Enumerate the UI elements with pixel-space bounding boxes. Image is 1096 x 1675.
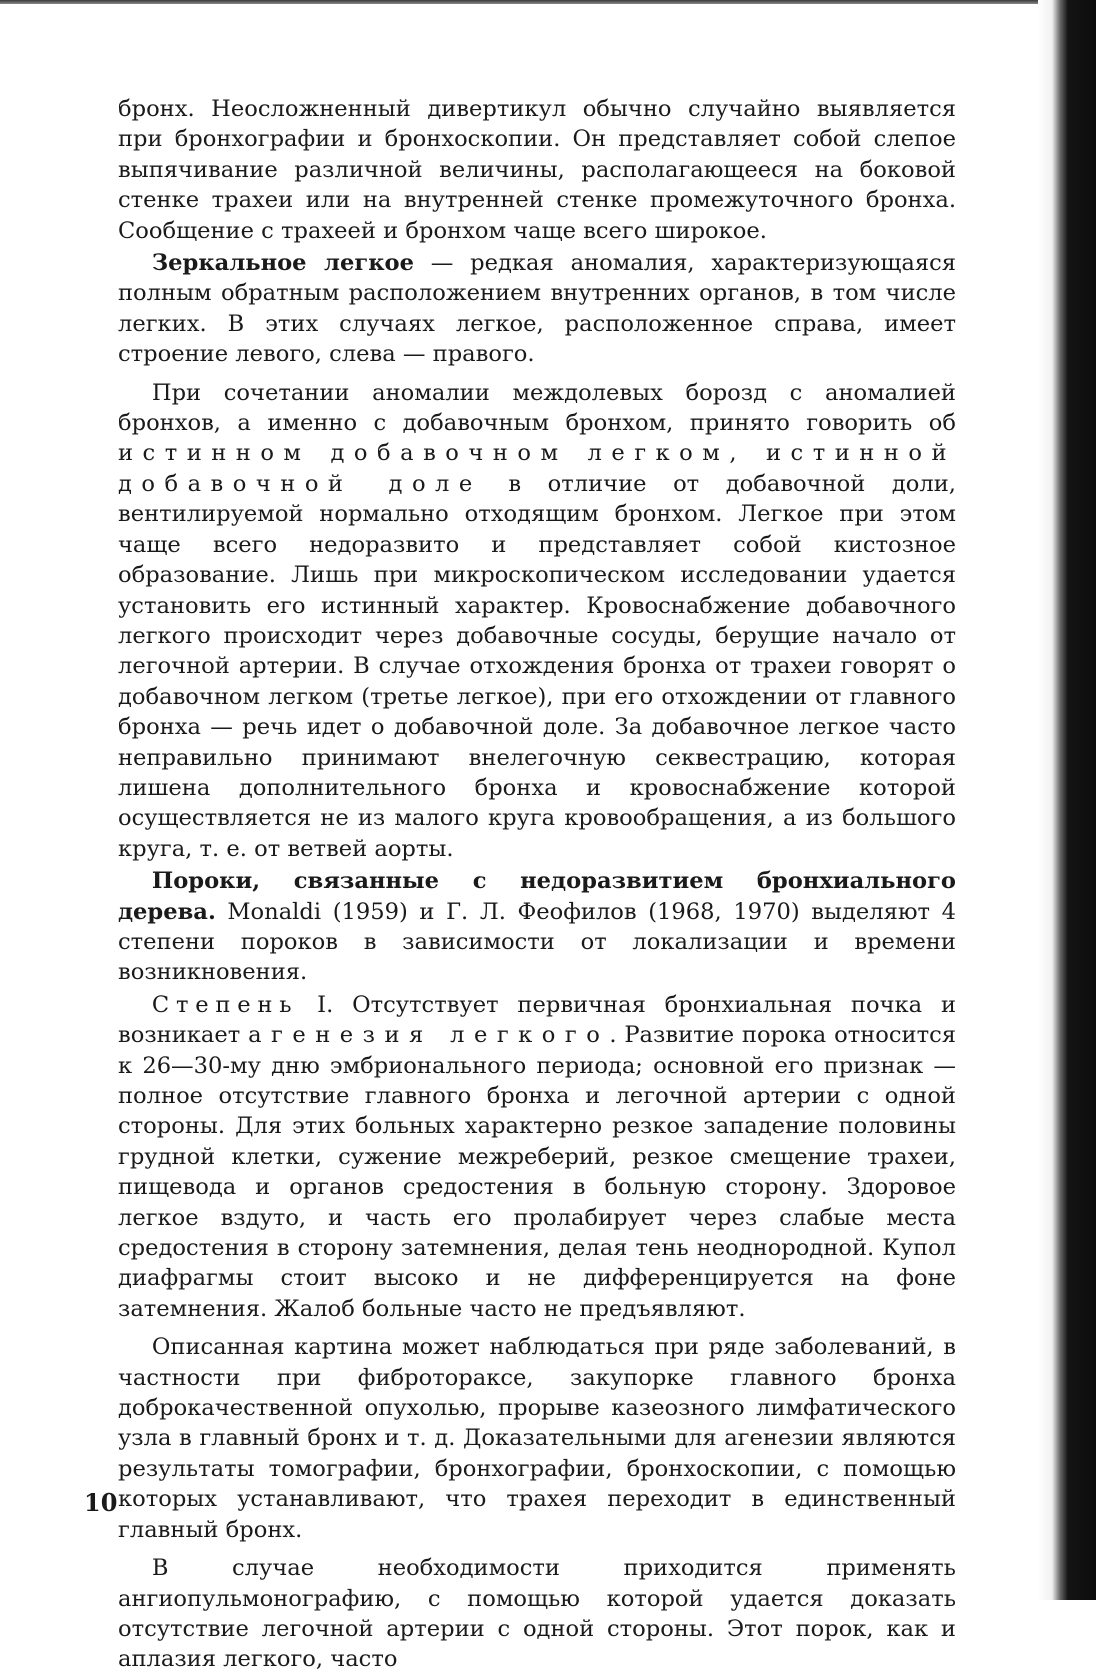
paragraph-text: . Развитие порока относится к 26—30-му дню эмбрионального периода; основной его признак — полное отсутствие главного бронха и легочной артерии с одной стороны. Для этих больных характерно резкое западение половины грудной клетки, сужение межреберий, резкое смещение трахеи, пищевода и органов средостения в больную сторону. Здоровое легкое вздуто, и часть его пролабирует через слабые места средостения в сторону затемнения, делая тень неоднородной. Купол диафрагмы стоит высоко и не дифференцируется на фоне затемнения. Жалоб больные часто не предъявляют.	[118, 1022, 956, 1322]
page-top-rule	[0, 0, 1040, 4]
paragraph-text: При сочетании аномалии междолевых борозд с аномалией бронхов, а именно с добавочным бронхом, принято говорить об	[118, 379, 956, 437]
spaced-emphasis-term: агенезия легкого	[248, 1022, 610, 1049]
paragraph-text: Описанная картина может наблюдаться при ряде заболеваний, в частности при фибротораксе, закупорке главного бронха доброкачественной опухолью, прорыве казеозного лимфатического узла в главный бронх и т. д. Доказательными для агенезии являются результаты томографии, бронхографии, бронхоскопии, с помощью которых устанавливают, что трахея переходит в единственный главный бронх.	[118, 1334, 956, 1543]
paragraph	[118, 378, 956, 865]
paragraph-text: Monaldi (1959) и Г. Л. Феофилов (1968, 1970) выделяют 4 степени пороков в зависимости от локализации и времени возникновения.	[118, 898, 956, 986]
paragraph	[118, 1332, 956, 1545]
paragraph	[118, 1553, 956, 1675]
paragraph-lead-heading: Пороки, связанные с недоразвитием бронхиального дерева.	[118, 868, 956, 925]
book-spine-shadow	[1038, 0, 1096, 1600]
paragraph-lead-heading: Зеркальное легкое	[151, 250, 414, 277]
paragraph-text: I. Отсутствует первичная бронхиальная почка и возникает	[118, 991, 956, 1049]
paragraph-text: в отличие от добавочной доли, вентилируемой нормально отходящим бронхом. Легкое при этом чаще всего недоразвито и представляет собой кистозное образование. Лишь при микроскопическом исследовании удается установить его истинный характер. Кровоснабжение добавочного легкого происходит через добавочные сосуды, берущие начало от легочной артерии. В случае отхождения бронха от трахеи говорят о добавочном легком (третье легкое), при его отхождении от главного бронха — речь идет о добавочной доле. За добавочное легкое часто неправильно принимают внелегочную секвестрацию, которая лишена дополнительного бронха и кровоснабжение которой осуществляется не из малого круга кровообращения, а из большого круга, т. е. от ветвей аорты.	[118, 470, 956, 862]
spaced-emphasis-term: истинном добавочном легком, истинной добавочной доле	[118, 440, 956, 497]
page-number: 10	[84, 1488, 118, 1517]
paragraph-text: бронх. Неосложненный дивертикул обычно случайно выявляется при бронхографии и бронхоскопии. Он представляет собой слепое выпячивание различной величины, располагающееся на боковой стенке трахеи или на внутренней стенке промежуточного бронха. Сообщение с трахеей и бронхом чаще всего широкое.	[118, 96, 956, 244]
paragraph	[118, 990, 956, 1324]
paragraph-text: В случае необходимости приходится применять ангиопульмонографию, с помощью которой удается доказать отсутствие легочной артерии с одной стороны. Этот порок, как и аплазия легкого, часто	[118, 1555, 956, 1673]
paragraph-text: — редкая аномалия, характеризующаяся полным обратным расположением внутренних органов, в том числе легких. В этих случаях легкое, расположенное справа, имеет строение левого, слева — правого.	[118, 250, 956, 368]
paragraph	[118, 866, 956, 988]
spaced-emphasis-term: Степень	[151, 991, 299, 1018]
page-body-text	[118, 94, 956, 1675]
paragraph	[118, 94, 956, 246]
paragraph	[118, 248, 956, 370]
